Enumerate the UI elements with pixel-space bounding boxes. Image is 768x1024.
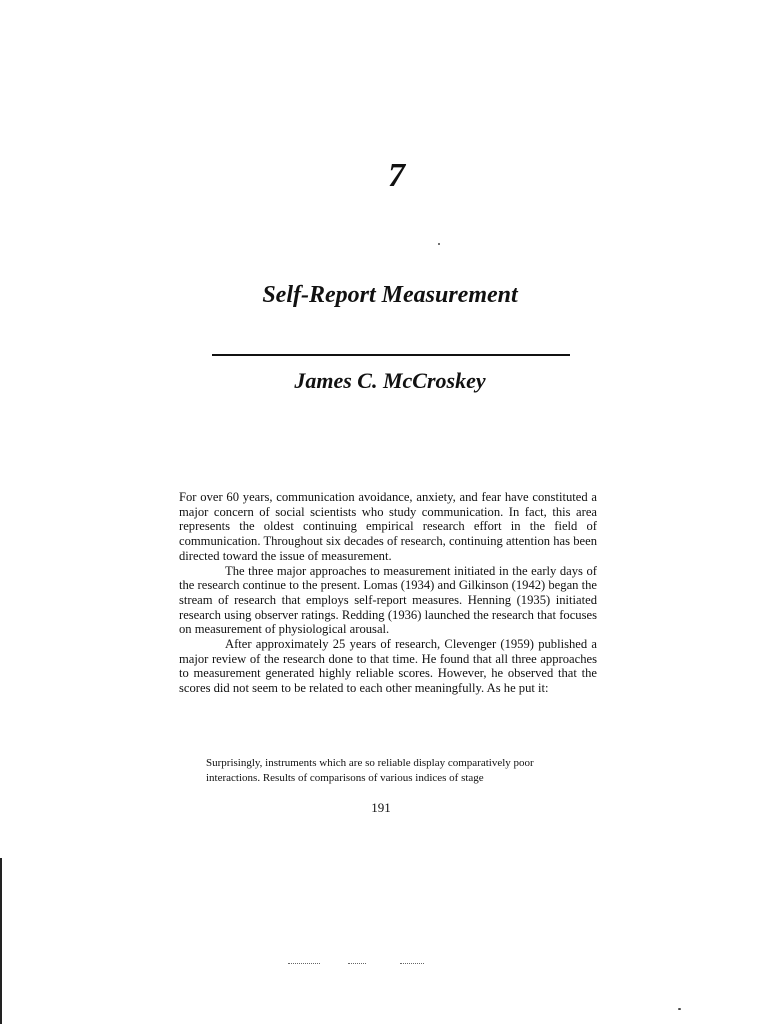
paragraph: The three major approaches to measurement initiated in the early days of the research continue to the present. Lomas (1934) and Gilkinson (1942) began the stream of research that employs self-report measures. Henning (1935) initiated research using observer ratings. Redding (1936) launched the research that focuses on measurement of physiological arousal. [179, 563, 597, 637]
body-text [179, 490, 597, 696]
scan-mark [400, 963, 424, 965]
chapter-author: James C. McCroskey [294, 368, 486, 393]
paragraph: For over 60 years, communication avoidance, anxiety, and fear have constituted a major concern of social scientists who study communication. In fact, this area represents the oldest continuing empirical research effort in the field of communication. Throughout six decades of research, continuing attention has been directed toward the issue of measurement. [179, 490, 597, 563]
block-quote: Surprisingly, instruments which are so reliable display comparatively poor interactions. Results of comparisons of various indices of stage [206, 757, 534, 784]
chapter-number: 7 [388, 157, 405, 194]
scan-speck [438, 243, 440, 245]
chapter-title: Self-Report Measurement [262, 282, 518, 308]
page-number: 191 [371, 800, 391, 815]
scan-mark [348, 963, 366, 965]
scan-speck [678, 1008, 681, 1010]
paragraph: After approximately 25 years of research, Clevenger (1959) published a major review of the research done to that time. He found that all three approaches to measurement generated highly reliable scores. However, he observed that the scores did not seem to be related to each other meaningfully. As he put it: [179, 637, 597, 696]
scan-edge [0, 858, 2, 1024]
scan-mark [288, 963, 320, 965]
title-divider [212, 354, 570, 356]
